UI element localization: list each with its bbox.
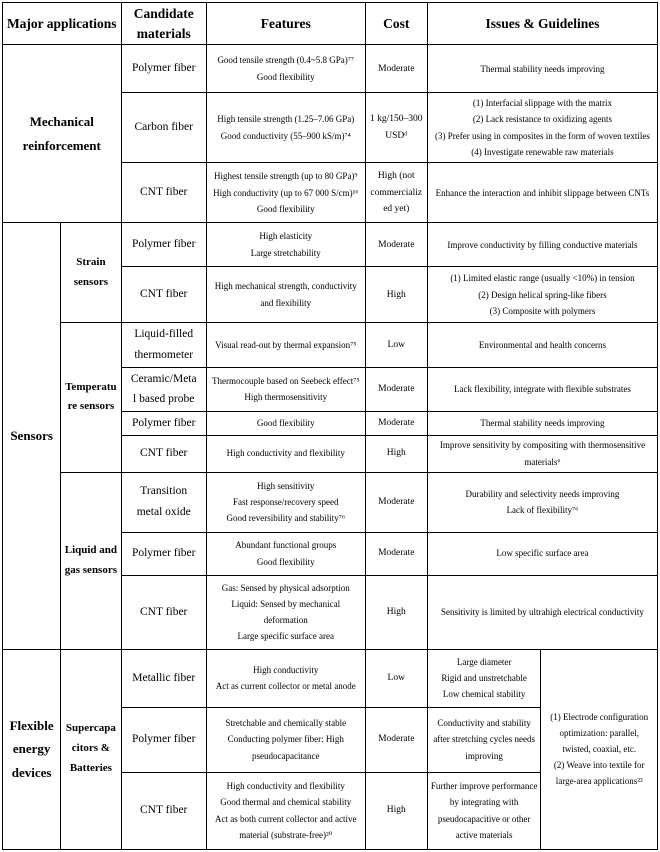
material-cell: Metallic fiber	[121, 649, 206, 707]
issues-cell: Environmental and health concerns	[427, 323, 657, 367]
cost-cell: High	[365, 772, 427, 849]
features-cell: High conductivity and flexibility	[206, 435, 365, 472]
cost-cell: Moderate	[365, 707, 427, 772]
issues-cell: Further improve performance by integrating with pseudocapacitive or other active materials	[427, 772, 541, 849]
subsection-temperature-sensors: Temperature sensors	[61, 323, 121, 472]
features-cell: Visual read-out by thermal expansion⁷⁵	[206, 323, 365, 367]
table-row	[3, 223, 658, 267]
cost-cell: High (not commercialized yet)	[365, 163, 427, 223]
material-cell: Polymer fiber	[121, 223, 206, 267]
material-cell: Polymer fiber	[121, 411, 206, 435]
issues-cell: (1) Limited elastic range (usually <10%) in tension (2) Design helical spring-like fibers (3) Composite with polymers	[427, 267, 657, 323]
issues-cell: Lack flexibility, integrate with flexible substrates	[427, 367, 657, 411]
cost-cell: Moderate	[365, 532, 427, 575]
cost-cell: Moderate	[365, 223, 427, 267]
header-major-applications: Major applications	[3, 3, 122, 45]
features-cell: High tensile strength (1.25–7.06 GPa) Good conductivity (55–900 kS/m)⁷⁴	[206, 93, 365, 163]
features-cell: High mechanical strength, conductivity and flexibility	[206, 267, 365, 323]
table-row	[3, 45, 658, 93]
features-cell: Good tensile strength (0.4~5.8 GPa)⁷⁷ Good flexibility	[206, 45, 365, 93]
cost-cell: High	[365, 435, 427, 472]
material-cell: Ceramic/Meta l based probe	[121, 367, 206, 411]
section-flexible-energy-devices: Flexible energy devices	[3, 649, 61, 849]
issues-cell: Durability and selectivity needs improving Lack of flexibility⁷⁶	[427, 472, 657, 532]
issues-cell: Improve sensitivity by compositing with thermosensitive materials⁶	[427, 435, 657, 472]
cost-cell: High	[365, 575, 427, 649]
cost-cell: Low	[365, 649, 427, 707]
features-cell: High conductivity Act as current collector or metal anode	[206, 649, 365, 707]
features-cell: Thermocouple based on Seebeck effect⁷⁵ High thermosensitivity	[206, 367, 365, 411]
issues-cell: Large diameter Rigid and unstretchable Low chemical stability	[427, 649, 541, 707]
table-row	[3, 649, 658, 707]
cost-cell: High	[365, 267, 427, 323]
material-cell: Liquid-filled thermometer	[121, 323, 206, 367]
features-cell: Highest tensile strength (up to 80 GPa)⁹ High conductivity (up to 67 000 S/cm)¹⁶ Good flexibility	[206, 163, 365, 223]
features-cell: Gas: Sensed by physical adsorption Liquid: Sensed by mechanical deformation Large specific surface area	[206, 575, 365, 649]
header-row	[3, 3, 658, 45]
cost-cell: 1 kg/150–300 USDᵈ	[365, 93, 427, 163]
cost-cell: Moderate	[365, 367, 427, 411]
cost-cell: Moderate	[365, 472, 427, 532]
issues-cell: Conductivity and stability after stretching cycles needs improving	[427, 707, 541, 772]
table-row	[3, 323, 658, 367]
issues-cell: Sensitivity is limited by ultrahigh electrical conductivity	[427, 575, 657, 649]
features-cell: High elasticity Large stretchability	[206, 223, 365, 267]
header-candidate-materials: Candidate materials	[121, 3, 206, 45]
material-cell: Polymer fiber	[121, 45, 206, 93]
issues-cell: (1) Interfacial slippage with the matrix (2) Lack resistance to oxidizing agents (3) Prefer using in composites in the form of woven textiles (4) Investigate renewable raw materials	[427, 93, 657, 163]
features-cell: Good flexibility	[206, 411, 365, 435]
material-cell: CNT fiber	[121, 575, 206, 649]
subsection-strain-sensors: Strain sensors	[61, 223, 121, 323]
features-cell: High conductivity and flexibility Good thermal and chemical stability Act as both current collector and active material (substrate-free)²⁰	[206, 772, 365, 849]
features-cell: Stretchable and chemically stable Conducting polymer fiber: High pseudocapacitance	[206, 707, 365, 772]
subsection-liquid-gas-sensors: Liquid and gas sensors	[61, 472, 121, 649]
issues-cell: Thermal stability needs improving	[427, 411, 657, 435]
features-cell: High sensitivity Fast response/recovery speed Good reversibility and stability⁷⁶	[206, 472, 365, 532]
material-cell: Polymer fiber	[121, 532, 206, 575]
header-issues-guidelines: Issues & Guidelines	[427, 3, 657, 45]
issues-cell: Enhance the interaction and inhibit slippage between CNTs	[427, 163, 657, 223]
table-row	[3, 472, 658, 532]
material-cell: CNT fiber	[121, 772, 206, 849]
issues-cell: Improve conductivity by filling conductive materials	[427, 223, 657, 267]
section-sensors: Sensors	[3, 223, 61, 649]
applications-table	[2, 2, 658, 850]
material-cell: CNT fiber	[121, 435, 206, 472]
features-cell: Abundant functional groups Good flexibility	[206, 532, 365, 575]
material-cell: Transition metal oxide	[121, 472, 206, 532]
material-cell: Polymer fiber	[121, 707, 206, 772]
header-cost: Cost	[365, 3, 427, 45]
issues-cell: Low specific surface area	[427, 532, 657, 575]
material-cell: CNT fiber	[121, 163, 206, 223]
cost-cell: Moderate	[365, 45, 427, 93]
header-features: Features	[206, 3, 365, 45]
section-mechanical-reinforcement: Mechanical reinforcement	[3, 45, 122, 223]
issues-cell: Thermal stability needs improving	[427, 45, 657, 93]
material-cell: Carbon fiber	[121, 93, 206, 163]
shared-guidelines-cell: (1) Electrode configuration optimization: parallel, twisted, coaxial, etc. (2) Weave into textile for large-area applications²²	[541, 649, 658, 849]
cost-cell: Moderate	[365, 411, 427, 435]
cost-cell: Low	[365, 323, 427, 367]
subsection-supercapacitors-batteries: Supercapacitors & Batteries	[61, 649, 121, 849]
material-cell: CNT fiber	[121, 267, 206, 323]
